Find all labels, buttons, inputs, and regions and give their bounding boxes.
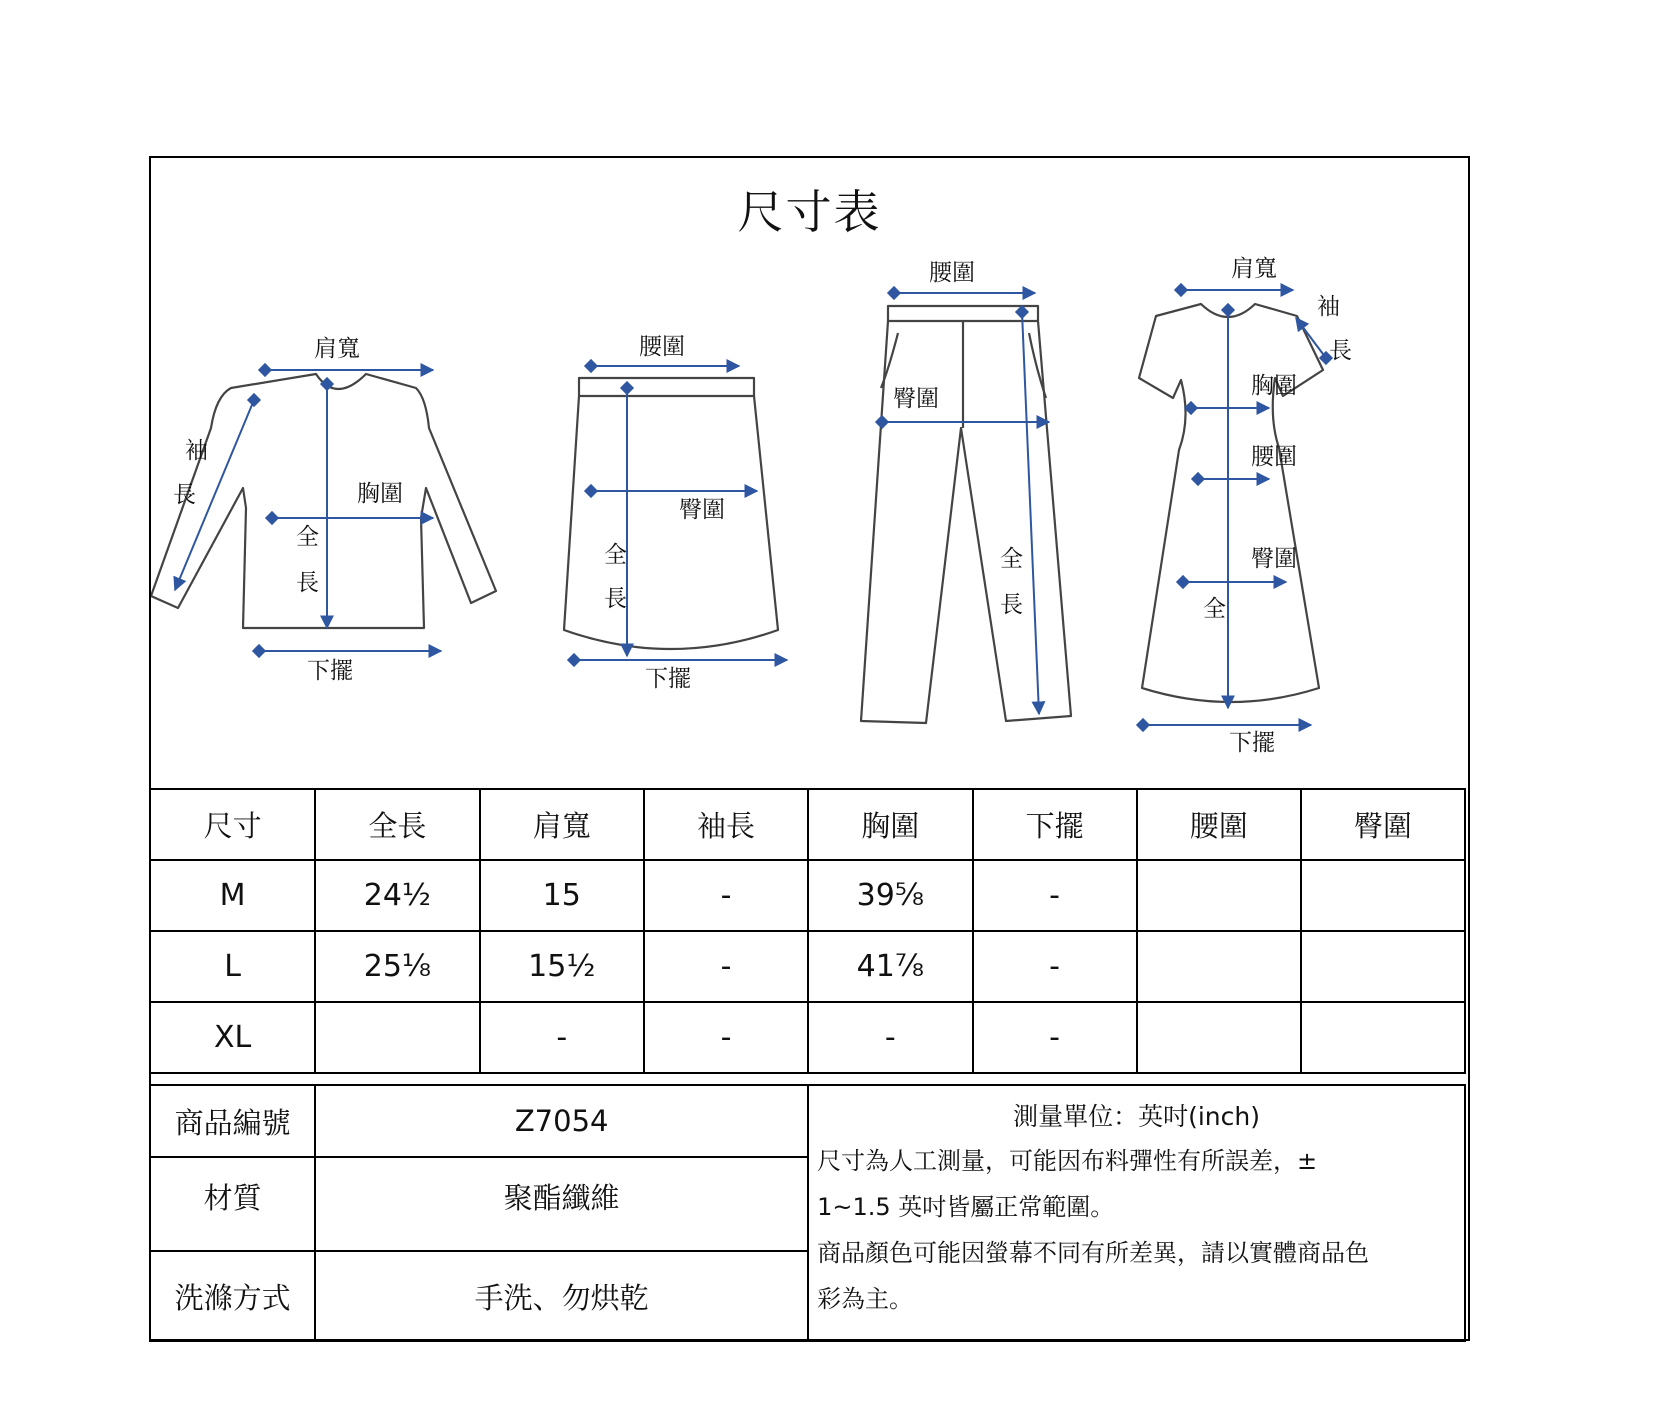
top-length-label-2: 長 (296, 570, 319, 596)
table-cell: - (808, 1002, 972, 1073)
skirt-diagram (564, 334, 787, 692)
header-cell: 袖長 (644, 789, 808, 860)
pants-length-arrow (1015, 305, 1039, 714)
header-cell: 胸圍 (808, 789, 972, 860)
pants-length-label-2: 長 (1000, 592, 1023, 618)
table-cell: - (973, 931, 1137, 1002)
dress-length-arrow (1221, 303, 1235, 708)
table-cell: 41⅞ (808, 931, 972, 1002)
table-cell (1137, 1002, 1301, 1073)
header-cell: 臀圍 (1301, 789, 1465, 860)
top-sleeve-label-2: 長 (173, 482, 196, 508)
table-cell: XL (150, 1002, 315, 1073)
pants-waist-label: 腰圍 (929, 260, 975, 286)
top-shoulder-label: 肩寬 (314, 336, 360, 362)
table-cell: 39⅝ (808, 860, 972, 931)
pants-outline (861, 306, 1071, 723)
table-cell (315, 1002, 479, 1073)
page-title: 尺寸表 (737, 185, 882, 239)
skirt-waist-arrow (584, 359, 739, 373)
skirt-length-arrow (620, 381, 634, 656)
size-table (149, 788, 1466, 1074)
top-shoulder-arrow (258, 363, 433, 377)
dress-hip-label: 臀圍 (1251, 546, 1297, 572)
skirt-hip-label: 臀圍 (679, 497, 725, 523)
table-row (150, 931, 1465, 1002)
dress-shoulder-arrow (1174, 283, 1293, 297)
table-cell: - (973, 1002, 1137, 1073)
measurement-unit: 測量單位：英吋(inch) (1013, 1102, 1260, 1131)
skirt-length-label-2: 長 (604, 586, 627, 612)
pants-length-label-1: 全 (1000, 546, 1023, 572)
table-cell: - (644, 860, 808, 931)
wash-label: 洗滌方式 (150, 1251, 315, 1341)
table-cell: 24½ (315, 860, 479, 931)
dress-hip-arrow (1176, 575, 1286, 589)
product-code-label: 商品編號 (150, 1085, 315, 1157)
table-cell: - (644, 931, 808, 1002)
note-line-1: 尺寸為人工測量，可能因布料彈性有所誤差，± (817, 1147, 1318, 1175)
pants-waist-arrow (887, 286, 1035, 300)
table-cell: - (644, 1002, 808, 1073)
note-line-3: 商品顏色可能因螢幕不同有所差異，請以實體商品色 (817, 1239, 1370, 1267)
dress-diagram (1136, 256, 1352, 756)
top-hem-label: 下擺 (307, 658, 353, 684)
dress-shoulder-label: 肩寬 (1231, 256, 1277, 282)
dress-waist-arrow (1191, 472, 1269, 486)
dress-sleeve-label-1: 袖 (1317, 294, 1340, 320)
top-length-label-1: 全 (296, 524, 319, 550)
dress-length-label: 全 (1203, 596, 1226, 622)
garment-diagrams (151, 158, 1468, 788)
product-code-row (150, 1085, 1465, 1157)
table-cell (1301, 1002, 1465, 1073)
table-cell (1301, 860, 1465, 931)
skirt-hem-arrow (567, 653, 787, 667)
material-label: 材質 (150, 1157, 315, 1251)
header-cell: 下擺 (973, 789, 1137, 860)
table-cell: 15½ (480, 931, 644, 1002)
table-cell: 25⅛ (315, 931, 479, 1002)
table-cell (1137, 860, 1301, 931)
table-cell (1301, 931, 1465, 1002)
header-cell: 全長 (315, 789, 479, 860)
size-table-header (150, 789, 1465, 860)
table-cell: - (480, 1002, 644, 1073)
measurement-notes (808, 1085, 1465, 1341)
note-line-4: 彩為主。 (817, 1285, 914, 1313)
dress-hem-label: 下擺 (1229, 730, 1275, 756)
skirt-hem-label: 下擺 (645, 666, 691, 692)
top-length-arrow (320, 377, 334, 628)
skirt-hip-arrow (584, 484, 757, 498)
dress-chest-label: 胸圍 (1251, 373, 1297, 399)
top-diagram (151, 336, 496, 684)
product-info-table (149, 1084, 1466, 1342)
top-hem-arrow (252, 644, 441, 658)
top-sleeve-label-1: 袖 (185, 438, 208, 464)
skirt-outline (564, 378, 778, 649)
dress-sleeve-label-2: 長 (1329, 338, 1352, 364)
table-cell: M (150, 860, 315, 931)
table-row (150, 860, 1465, 931)
table-cell: L (150, 931, 315, 1002)
top-chest-label: 胸圍 (357, 481, 403, 507)
note-line-2: 1~1.5 英吋皆屬正常範圍。 (817, 1193, 1115, 1221)
table-cell (1137, 931, 1301, 1002)
table-cell: - (973, 860, 1137, 931)
table-cell: 15 (480, 860, 644, 931)
pants-hip-label: 臀圍 (893, 386, 939, 412)
size-chart-frame (149, 156, 1470, 1341)
dress-outline (1139, 304, 1323, 702)
top-outline (151, 374, 496, 628)
skirt-waist-label: 腰圍 (639, 334, 685, 360)
top-chest-arrow (265, 511, 433, 525)
header-cell: 腰圍 (1137, 789, 1301, 860)
material-value: 聚酯纖維 (315, 1157, 808, 1251)
pants-diagram (861, 260, 1071, 723)
dress-waist-label: 腰圍 (1251, 444, 1297, 470)
skirt-length-label-1: 全 (604, 542, 627, 568)
product-code-value: Z7054 (315, 1085, 808, 1157)
dress-hem-arrow (1136, 718, 1311, 732)
header-cell: 肩寬 (480, 789, 644, 860)
header-cell: 尺寸 (150, 789, 315, 860)
wash-value: 手洗、勿烘乾 (315, 1251, 808, 1341)
table-row (150, 1002, 1465, 1073)
dress-chest-arrow (1184, 401, 1269, 415)
dress-sleeve-arrow (1296, 318, 1333, 365)
